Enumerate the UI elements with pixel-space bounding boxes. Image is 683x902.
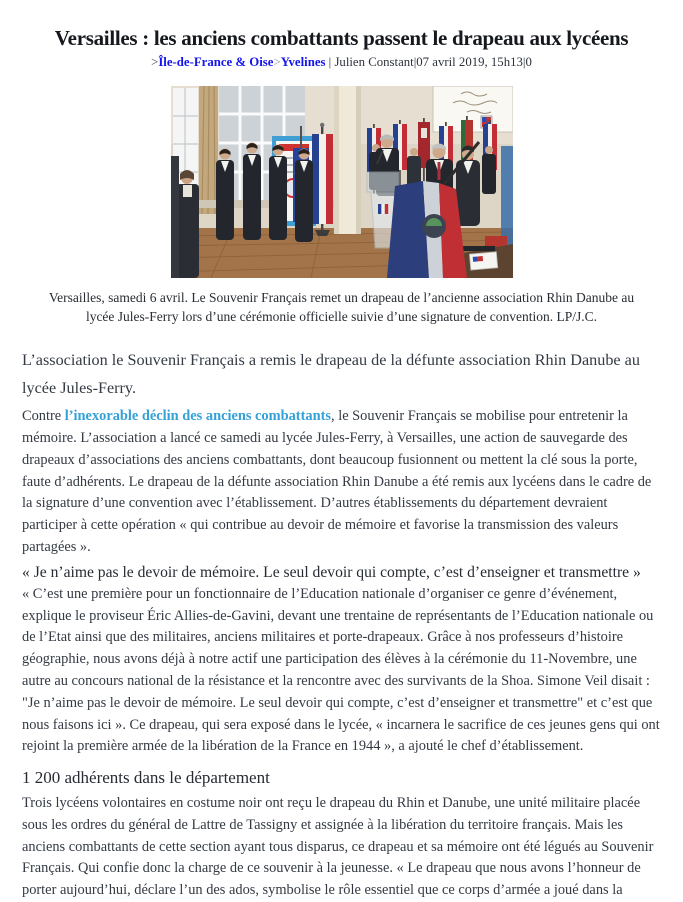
breadcrumb-link-department[interactable]: Yvelines xyxy=(280,55,326,70)
breadcrumb-separator: > xyxy=(273,55,281,70)
paragraph-text: Contre xyxy=(22,408,65,425)
article-paragraph-2: « C’est une première pour un fonctionnaire de l’Education nationale d’organiser ce genre d’événement, explique le proviseur Éric Allies-de-Gavini, devant une trentaine de représentants de l’Education nationale ou de l’Etat ainsi que des militaires, anciens militaires et porte-drapeaux. Grâce à nos professeurs d’histoire géographie, nous avons déjà à notre actif une participation des élèves à la cérémonie du 11-Novembre, une autre au concours national de la résistance et la rencontre avec des survivants de la Shoa. Simone Veil disait : "Je n’aime pas le devoir de mémoire. Le seul devoir qui compte, c’est d’enseigner et transmettre" et c’est que nous faisons ici ». Ce drapeau, qui sera exposé dans le lycée, « incarnera le sacrifice de ces jeunes gens qui ont rejoint la première armée de la libération de la France en 1944 », a ajouté le chef d’établissement. xyxy=(22,585,660,755)
breadcrumb-separator: > xyxy=(151,55,159,70)
article-figure xyxy=(22,86,661,326)
inline-link-anciens-combattants[interactable]: l’inexorable déclin des anciens combattants xyxy=(64,408,331,425)
subheading-quote: « Je n’aime pas le devoir de mémoire. Le seul devoir qui compte, c’est d’enseigner et transmettre » xyxy=(22,563,641,581)
article-paragraph-1 xyxy=(22,406,661,559)
byline xyxy=(22,55,661,70)
article-lead: L’association le Souvenir Français a remis le drapeau de la défunte association Rhin Danube au lycée Jules-Ferry. xyxy=(22,351,640,398)
article-title: Versailles : les anciens combattants passent le drapeau aux lycéens xyxy=(54,26,629,50)
breadcrumb-link-region[interactable]: Île-de-France & Oise xyxy=(158,55,274,70)
article-photo xyxy=(171,86,513,278)
byline-meta: | Julien Constant|07 avril 2019, 15h13|0 xyxy=(325,55,532,70)
article-paragraph-3: Trois lycéens volontaires en costume noir ont reçu le drapeau du Rhin et Danube, une unité militaire placée sous les ordres du général de Lattre de Tassigny et assignée à la libération du territoire français. Mais les anciens combattants de cette section ayant tous disparus, ce drapeau et sa mémoire ont été légués au Souvenir Français. Qui confie donc la charge de ce souvenir à la jeunesse. « Le drapeau que nous avons l’honneur de porter aujourd’hui, déclare l’un des ados, symbolise le rôle essentiel que ce corps d’armée a joué dans la xyxy=(22,795,654,899)
paragraph-text: , le Souvenir Français se mobilise pour entretenir la mémoire. L’association a lancé ce samedi au lycée Jules-Ferry, à Versailles, une action de sauvegarde des drapeaux d’associations des anciens combattants, dont beaucoup fusionnent ou mettent la clé sous la porte, faute d’adhérents. Le drapeau de la défunte association Rhin Danube a été remis aux lycéens dans le cadre de la signature d’une convention avec l’établissement. D’autres établissements du département devraient participer à cette opération « qui contribue au devoir de mémoire et favorise la transmission des valeurs partagées ». xyxy=(22,408,652,555)
subheading-adherents: 1 200 adhérents dans le département xyxy=(22,768,270,788)
photo-caption: Versailles, samedi 6 avril. Le Souvenir Français remet un drapeau de l’ancienne association Rhin Danube au lycée Jules-Ferry lors d’une cérémonie officielle suivie d’une signature de convention. LP/J.C. xyxy=(48,290,635,325)
ceremony-photo-illustration xyxy=(171,86,513,278)
